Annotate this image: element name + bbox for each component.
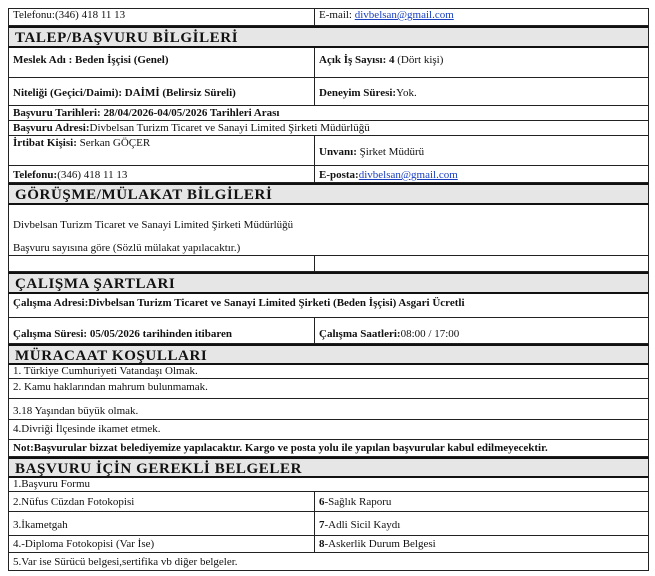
adres-row [8, 121, 649, 136]
gorusme-line2: Başvuru sayısına göre (Sözlü mülakat yapılacaktır.) [13, 242, 241, 254]
telefon-row [8, 166, 649, 183]
email-link[interactable]: divbelsan@gmail.com [354, 9, 454, 21]
nitelik-row [8, 78, 649, 106]
section-header-calisma [8, 272, 649, 294]
phone-cell: Telefonu:(346) 418 11 13 [13, 9, 126, 21]
list-item: 2.Nüfus Cüzdan Fotokopisi 6-Sağlık Raporu [8, 492, 649, 512]
gorusme-body [8, 205, 649, 256]
section-header-gorusme [8, 183, 649, 205]
eposta-link[interactable]: divbelsan@gmail.com [358, 169, 458, 181]
calisma-saatleri: Çalışma Saatleri:08:00 / 17:00 [314, 318, 650, 343]
irtibat-field: İrtibat Kişisi: Serkan GÖÇER [13, 137, 151, 149]
gorusme-empty-row [8, 256, 649, 272]
calisma-sure-row [8, 318, 649, 344]
list-item: 4.-Diploma Fotokopisi (Var İse) 8-Askerlik Durum Belgesi [8, 536, 649, 553]
acik-is-field: Açık İş Sayısı: 4 (Dört kişi) [314, 48, 650, 77]
list-item: 1.Başvuru Formu [8, 478, 649, 492]
list-item: 4.Divriği İlçesinde ikamet etmek. [8, 420, 649, 440]
list-item: 3.İkametgah 7-Adli Sicil Kaydı [8, 512, 649, 536]
section-header-belgeler [8, 457, 649, 478]
list-item: 2. Kamu haklarından mahrum bulunmamak. [8, 379, 649, 399]
list-item: 1. Türkiye Cumhuriyeti Vatandaşı Olmak. [8, 365, 649, 379]
basvuru-tarihleri: Başvuru Tarihleri: 28/04/2026-04/05/2026 Tarihleri Arası [13, 107, 280, 119]
telefon-field: Telefonu:(346) 418 11 13 [13, 169, 128, 181]
muracaat-header: MÜRACAAT KOŞULLARI [15, 348, 208, 363]
gorusme-header: GÖRÜŞME/MÜLAKAT BİLGİLERİ [15, 187, 273, 203]
gorusme-text [9, 205, 650, 255]
email-cell: E-mail: divbelsan@gmail.com [314, 8, 650, 25]
section-header-muracaat [8, 344, 649, 365]
meslek-row [8, 48, 649, 78]
deneyim-field: Deneyim Süresi:Yok. [314, 78, 650, 105]
irtibat-row [8, 136, 649, 166]
unvan-field: Unvanı: Şirket Müdürü [314, 136, 650, 165]
gorusme-line1: Divbelsan Turizm Ticaret ve Sanayi Limited Şirketi Müdürlüğü [13, 219, 294, 231]
calisma-adresi: Çalışma Adresi:Divbelsan Turizm Ticaret ve Sanayi Limited Şirketi (Beden İşçisi) Asgari Ücretli [13, 297, 465, 309]
calisma-suresi: Çalışma Süresi: 05/05/2026 tarihinden itibaren [13, 328, 233, 340]
section-header-talep [8, 26, 649, 48]
meslek-field: Meslek Adı : Beden İşçisi (Genel) [13, 54, 169, 66]
calisma-adres-row [8, 294, 649, 318]
tarih-row [8, 106, 649, 121]
eposta-field: E-posta:divbelsan@gmail.com [314, 166, 650, 182]
calisma-header: ÇALIŞMA ŞARTLARI [15, 276, 176, 292]
list-item: 5.Var ise Sürücü belgesi,sertifika vb diğer belgeler. [8, 553, 649, 571]
not-text: Not:Başvurular bizzat belediyemize yapılacaktır. Kargo ve posta yolu ile yapılan başvurular kabul edilmeyecektir. [13, 442, 548, 454]
list-item: 3.18 Yaşından büyük olmak. [8, 399, 649, 420]
basvuru-adresi: Başvuru Adresi:Divbelsan Turizm Ticaret ve Sanayi Limited Şirketi Müdürlüğü [13, 122, 370, 134]
belgeler-header: BAŞVURU İÇİN GEREKLİ BELGELER [15, 461, 303, 476]
gorusme-empty-cell [314, 256, 650, 271]
not-row [8, 440, 649, 457]
contact-row [8, 8, 649, 26]
niteligi-field: Niteliği (Geçici/Daimi): DAİMİ (Belirsiz Süreli) [13, 87, 236, 99]
talep-header: TALEP/BAŞVURU BİLGİLERİ [15, 30, 239, 46]
